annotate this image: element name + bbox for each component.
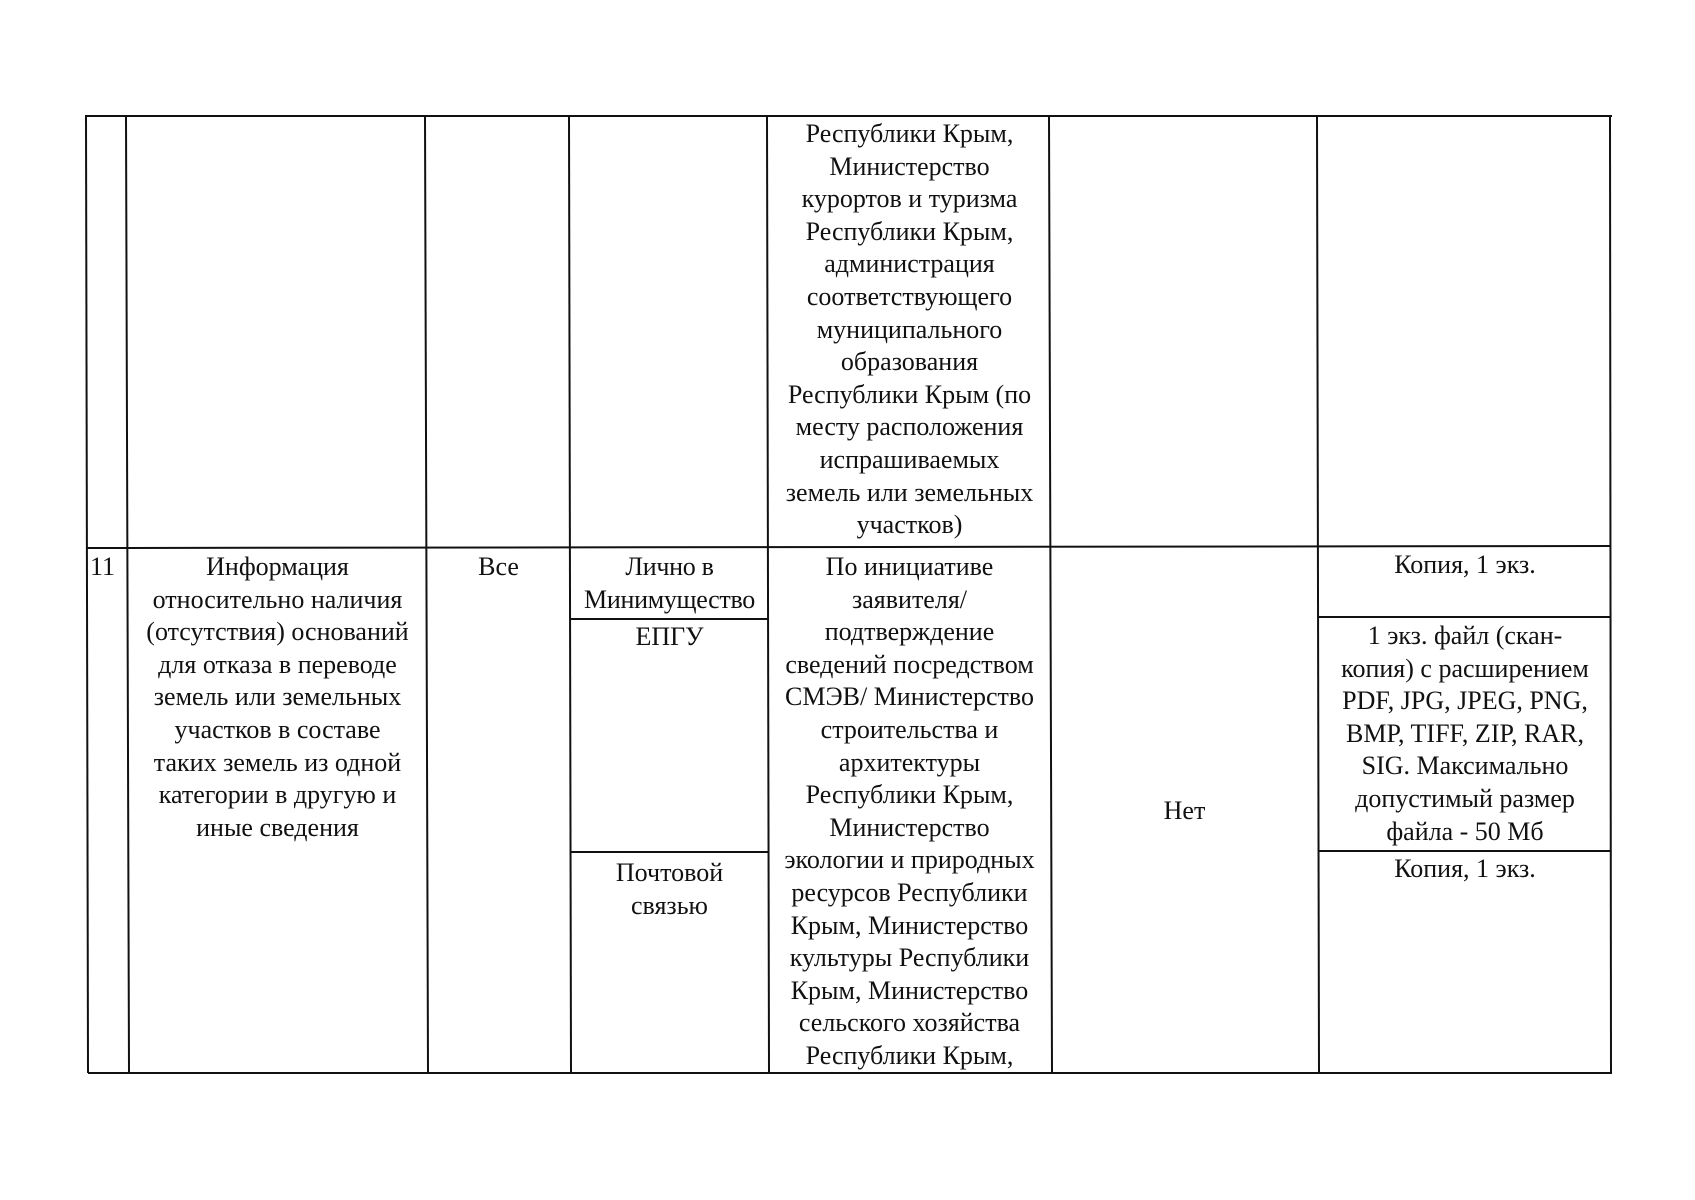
method-post: Почтовой связью <box>615 858 724 920</box>
authority-cell: По инициативе заявителя/ подтверждение сведений посредством СМЭВ/ Министерство строительства и архитектуры Республики Крым, Министерство экологии и природных ресурсов Республики Крым, Министерство культуры Республики Крым, Министерство сельского хозяйства Республики Крым, <box>784 552 1035 1070</box>
format-post: Копия, 1 экз. <box>1394 854 1536 883</box>
document-name-cell: Информация относительно наличия (отсутствия) оснований для отказа в переводе земель или земельных участков в составе таких земель из одной категории в другую и иные сведения <box>146 552 409 842</box>
format-electronic: 1 экз. файл (скан- копия) с расширением PDF, JPG, JPEG, PNG, BMP, TIFF, ZIP, RAR, SIG. Максимально допустимый размер файла - 50 Мб <box>1341 621 1589 846</box>
table-border-right <box>1610 116 1611 1073</box>
original-required-cell: Нет <box>1163 796 1206 825</box>
row-divider <box>87 546 1611 548</box>
method-in-person: Лично в Минимущество <box>584 552 755 614</box>
format-personal: Копия, 1 экз. <box>1394 550 1536 579</box>
method-epgu: ЕПГУ <box>635 622 704 651</box>
table-border-left <box>86 116 88 1073</box>
row-number: 11 <box>90 552 116 581</box>
applicants-cell: Все <box>478 552 519 581</box>
prev-row-authority-cell: Республики Крым, Министерство курортов и туризма Республики Крым, администрация соответствующего муниципального образования Республики Крым (по месту расположения испрашиваемых земель или земельных участков) <box>785 119 1034 540</box>
col-divider-6 <box>1317 116 1319 1073</box>
